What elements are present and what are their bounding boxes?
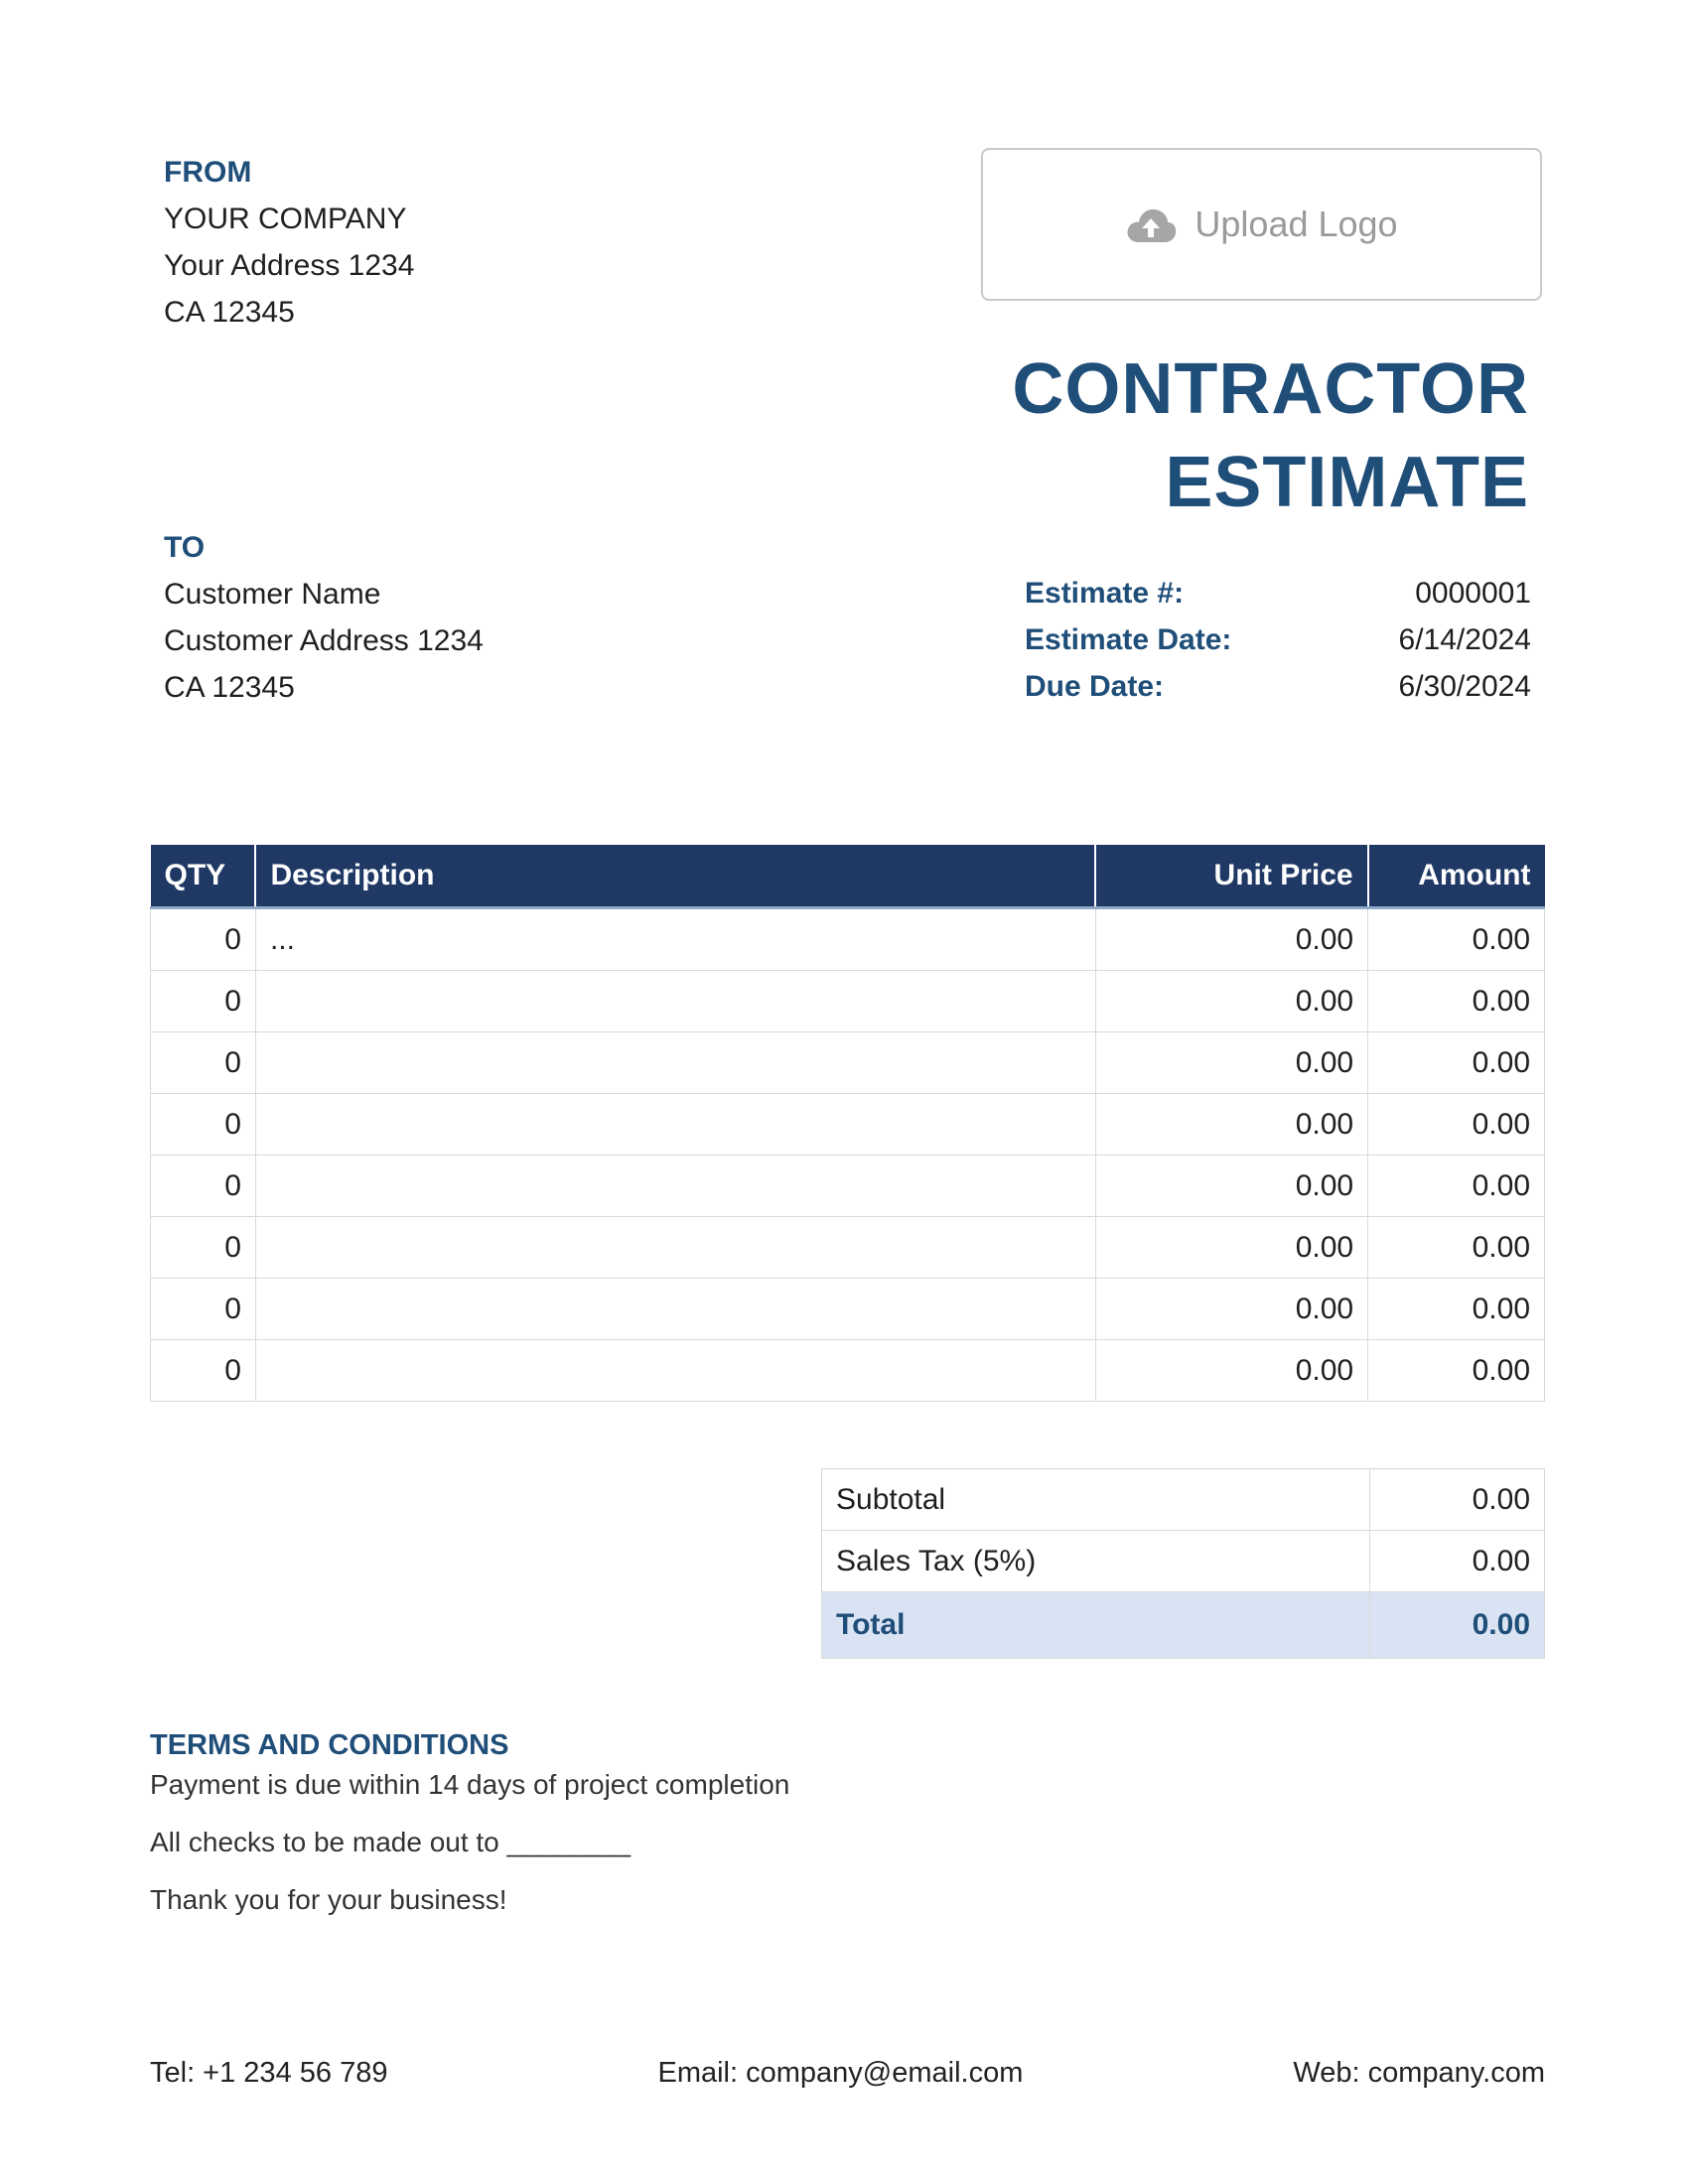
amount-cell[interactable]: 0.00 — [1368, 1032, 1545, 1094]
description-cell[interactable] — [255, 1032, 1095, 1094]
estimate-number-value[interactable]: 0000001 — [1415, 577, 1531, 610]
description-header: Description — [255, 845, 1095, 908]
description-cell[interactable] — [255, 1094, 1095, 1156]
subtotal-label: Subtotal — [822, 1469, 1370, 1531]
upload-logo-button[interactable] — [981, 148, 1542, 301]
from-block — [164, 149, 414, 336]
amount-cell[interactable]: 0.00 — [1368, 1156, 1545, 1217]
table-row — [151, 1340, 1545, 1402]
table-row — [151, 1279, 1545, 1340]
document-title — [1012, 342, 1529, 529]
unit-price-cell[interactable]: 0.00 — [1095, 1094, 1367, 1156]
qty-cell[interactable]: 0 — [151, 1156, 256, 1217]
amount-cell[interactable]: 0.00 — [1368, 1217, 1545, 1279]
unit-price-cell[interactable]: 0.00 — [1095, 908, 1367, 971]
cloud-upload-icon — [1125, 205, 1177, 244]
amount-cell[interactable]: 0.00 — [1368, 1094, 1545, 1156]
from-city[interactable]: CA 12345 — [164, 296, 295, 329]
amount-cell[interactable]: 0.00 — [1368, 908, 1545, 971]
qty-cell[interactable]: 0 — [151, 1217, 256, 1279]
estimate-date-value[interactable]: 6/14/2024 — [1398, 623, 1531, 656]
terms-heading: TERMS AND CONDITIONS — [150, 1729, 509, 1761]
qty-cell[interactable]: 0 — [151, 1032, 256, 1094]
amount-cell[interactable]: 0.00 — [1368, 971, 1545, 1032]
line-items-table — [150, 845, 1545, 1402]
total-value: 0.00 — [1370, 1592, 1545, 1659]
tax-value: 0.00 — [1370, 1531, 1545, 1592]
table-row — [151, 971, 1545, 1032]
due-date-value[interactable]: 6/30/2024 — [1398, 670, 1531, 703]
subtotal-value: 0.00 — [1370, 1469, 1545, 1531]
meta-row-date — [1025, 616, 1531, 663]
title-line-1: CONTRACTOR — [1012, 349, 1529, 429]
tax-row — [822, 1531, 1545, 1592]
qty-cell[interactable]: 0 — [151, 1094, 256, 1156]
amount-cell[interactable]: 0.00 — [1368, 1340, 1545, 1402]
terms-line-2[interactable]: All checks to be made out to ________ — [150, 1827, 632, 1857]
table-row — [151, 1217, 1545, 1279]
amount-header: Amount — [1368, 845, 1545, 908]
estimate-date-label: Estimate Date: — [1025, 623, 1232, 656]
unit-price-header: Unit Price — [1095, 845, 1367, 908]
table-row — [151, 908, 1545, 971]
meta-row-due — [1025, 663, 1531, 710]
totals-table — [821, 1468, 1545, 1659]
qty-cell[interactable]: 0 — [151, 908, 256, 971]
description-cell[interactable] — [255, 971, 1095, 1032]
meta-row-number — [1025, 570, 1531, 616]
customer-name[interactable]: Customer Name — [164, 578, 381, 611]
customer-city[interactable]: CA 12345 — [164, 671, 295, 704]
unit-price-cell[interactable]: 0.00 — [1095, 1156, 1367, 1217]
unit-price-cell[interactable]: 0.00 — [1095, 971, 1367, 1032]
subtotal-row — [822, 1469, 1545, 1531]
description-cell[interactable]: ... — [255, 908, 1095, 971]
unit-price-cell[interactable]: 0.00 — [1095, 1217, 1367, 1279]
qty-cell[interactable]: 0 — [151, 1340, 256, 1402]
description-cell[interactable] — [255, 1279, 1095, 1340]
terms-line-3[interactable]: Thank you for your business! — [150, 1884, 507, 1915]
line-items-body — [151, 908, 1545, 1402]
qty-cell[interactable]: 0 — [151, 971, 256, 1032]
from-label: FROM — [164, 156, 252, 189]
unit-price-cell[interactable]: 0.00 — [1095, 1032, 1367, 1094]
amount-cell[interactable]: 0.00 — [1368, 1279, 1545, 1340]
to-block — [164, 524, 484, 711]
tax-label: Sales Tax (5%) — [822, 1531, 1370, 1592]
qty-header: QTY — [151, 845, 256, 908]
qty-cell[interactable]: 0 — [151, 1279, 256, 1340]
table-row — [151, 1094, 1545, 1156]
terms-section — [150, 1729, 789, 1941]
description-cell[interactable] — [255, 1217, 1095, 1279]
unit-price-cell[interactable]: 0.00 — [1095, 1340, 1367, 1402]
footer-tel: Tel: +1 234 56 789 — [150, 2057, 388, 2089]
upload-logo-label: Upload Logo — [1195, 204, 1398, 244]
table-header-row — [151, 845, 1545, 908]
estimate-number-label: Estimate #: — [1025, 577, 1185, 610]
description-cell[interactable] — [255, 1156, 1095, 1217]
footer — [150, 2057, 1545, 2090]
from-address[interactable]: Your Address 1234 — [164, 249, 415, 282]
customer-address[interactable]: Customer Address 1234 — [164, 624, 484, 657]
from-company[interactable]: YOUR COMPANY — [164, 203, 407, 235]
table-row — [151, 1032, 1545, 1094]
title-line-2: ESTIMATE — [1165, 443, 1529, 522]
total-row — [822, 1592, 1545, 1659]
description-cell[interactable] — [255, 1340, 1095, 1402]
due-date-label: Due Date: — [1025, 670, 1165, 703]
total-label: Total — [822, 1592, 1370, 1659]
estimate-meta — [1025, 570, 1531, 710]
unit-price-cell[interactable]: 0.00 — [1095, 1279, 1367, 1340]
footer-email: Email: company@email.com — [657, 2057, 1024, 2089]
to-label: TO — [164, 531, 206, 564]
terms-line-1[interactable]: Payment is due within 14 days of project completion — [150, 1769, 790, 1800]
table-row — [151, 1156, 1545, 1217]
footer-web: Web: company.com — [1293, 2057, 1545, 2089]
